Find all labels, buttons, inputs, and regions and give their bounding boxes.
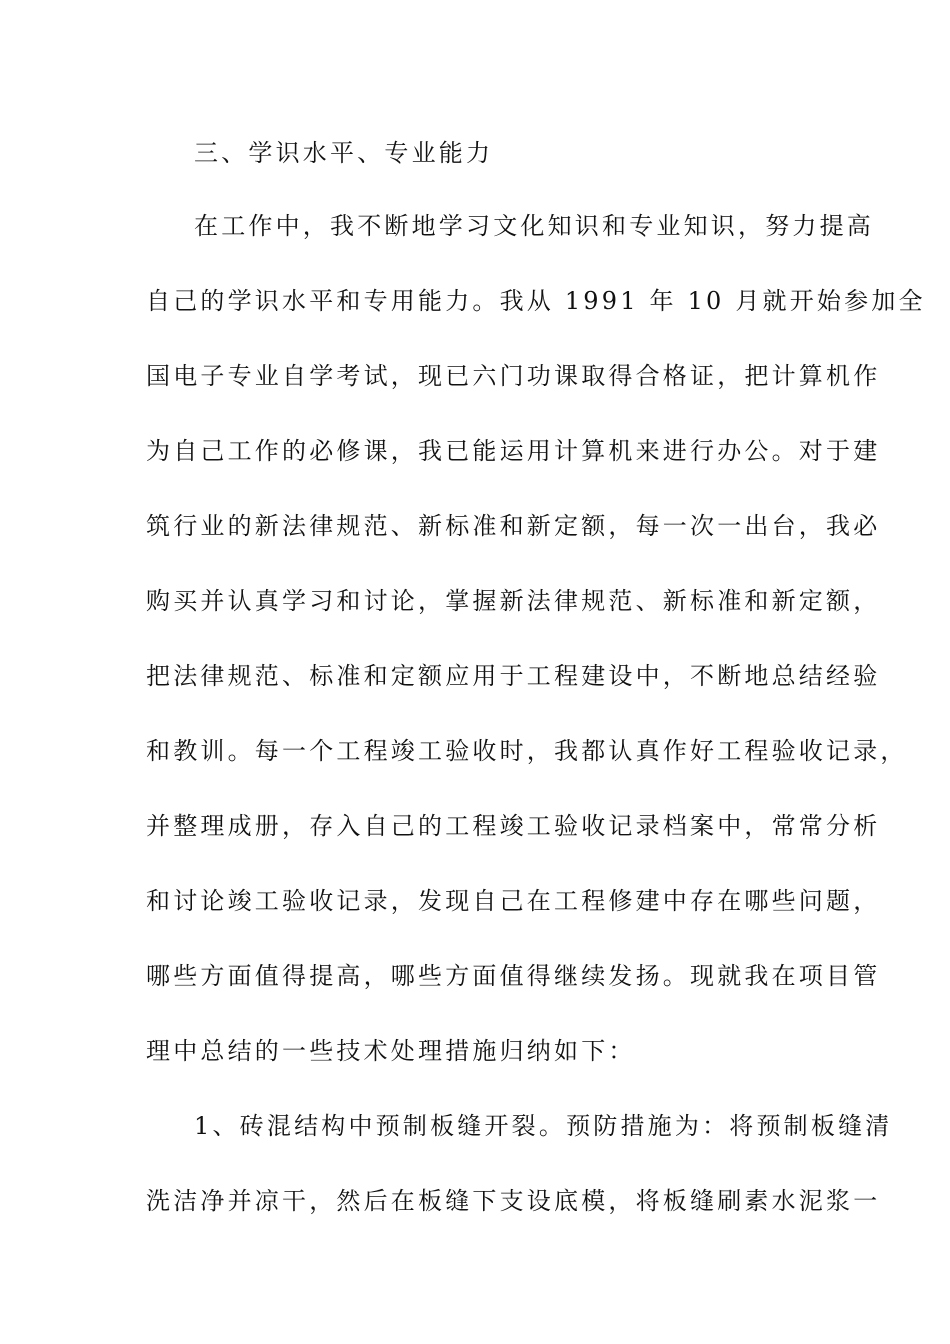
- paragraph-line: 理中总结的一些技术处理措施归纳如下：: [146, 1037, 636, 1065]
- paragraph-line: 把法律规范、标准和定额应用于工程建设中，不断地总结经验: [146, 662, 881, 690]
- paragraph-line: 和教训。每一个工程竣工验收时，我都认真作好工程验收记录，: [146, 737, 908, 765]
- section-heading: 三、学识水平、专业能力: [194, 139, 494, 167]
- paragraph-line: 哪些方面值得提高，哪些方面值得继续发扬。现就我在项目管: [146, 962, 881, 990]
- paragraph-line: 筑行业的新法律规范、新标准和新定额，每一次一出台，我必: [146, 512, 881, 540]
- paragraph-line: 为自己工作的必修课，我已能运用计算机来进行办公。对于建: [146, 437, 881, 465]
- paragraph-line: 洗洁净并凉干，然后在板缝下支设底模，将板缝刷素水泥浆一: [146, 1187, 881, 1215]
- paragraph-line: 和讨论竣工验收记录，发现自己在工程修建中存在哪些问题，: [146, 887, 881, 915]
- paragraph-line: 国电子专业自学考试，现已六门功课取得合格证，把计算机作: [146, 362, 881, 390]
- paragraph-line: 自己的学识水平和专用能力。我从 1991 年 10 月就开始参加全: [146, 287, 926, 315]
- paragraph-line: 购买并认真学习和讨论，掌握新法律规范、新标准和新定额，: [146, 587, 881, 615]
- paragraph-line: 1、砖混结构中预制板缝开裂。预防措施为：将预制板缝清: [194, 1112, 893, 1140]
- paragraph-line: 并整理成册，存入自己的工程竣工验收记录档案中，常常分析: [146, 812, 881, 840]
- paragraph-line: 在工作中，我不断地学习文化知识和专业知识，努力提高: [194, 212, 874, 240]
